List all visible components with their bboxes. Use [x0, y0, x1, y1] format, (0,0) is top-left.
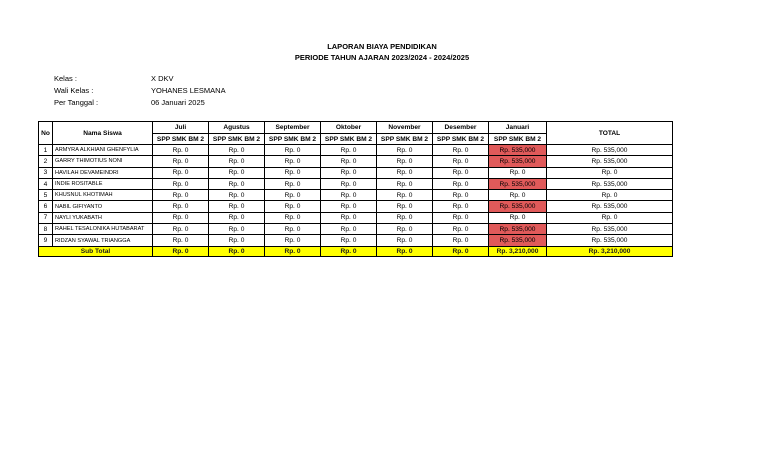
month-header: Agustus [209, 122, 265, 134]
table-row [39, 156, 673, 167]
fee-cell: Rp. 0 [377, 145, 433, 156]
fee-cell: Rp. 0 [321, 156, 377, 167]
fee-cell: Rp. 535,000 [489, 224, 547, 235]
fee-cell: Rp. 0 [265, 235, 321, 246]
row-total: Rp. 0 [547, 212, 673, 223]
row-total: Rp. 535,000 [547, 156, 673, 167]
fee-cell: Rp. 0 [489, 212, 547, 223]
fee-cell: Rp. 0 [265, 156, 321, 167]
fee-cell: Rp. 0 [153, 178, 209, 189]
report-title: LAPORAN BIAYA PENDIDIKAN [327, 42, 437, 51]
table-row [39, 235, 673, 246]
table-row [39, 212, 673, 223]
fee-type-header: SPP SMK BM 2 [321, 134, 377, 145]
table-body [39, 145, 673, 257]
fee-cell: Rp. 0 [489, 167, 547, 178]
fee-type-header: SPP SMK BM 2 [489, 134, 547, 145]
subtotal-cell: Rp. 0 [433, 246, 489, 256]
fee-cell: Rp. 0 [153, 190, 209, 201]
fee-type-header: SPP SMK BM 2 [265, 134, 321, 145]
fee-cell: Rp. 0 [321, 224, 377, 235]
fee-cell: Rp. 0 [321, 178, 377, 189]
teacher-value: YOHANES LESMANA [151, 86, 226, 95]
fee-cell: Rp. 535,000 [489, 156, 547, 167]
row-number: 7 [39, 212, 53, 223]
row-total: Rp. 535,000 [547, 224, 673, 235]
fee-cell: Rp. 0 [377, 156, 433, 167]
col-total-header: TOTAL [547, 122, 673, 145]
fee-cell: Rp. 0 [153, 156, 209, 167]
row-total: Rp. 535,000 [547, 145, 673, 156]
fee-cell: Rp. 0 [377, 190, 433, 201]
table-row [39, 201, 673, 212]
fee-cell: Rp. 0 [209, 235, 265, 246]
subtotal-cell: Rp. 0 [265, 246, 321, 256]
fee-cell: Rp. 0 [153, 224, 209, 235]
fee-cell: Rp. 0 [377, 224, 433, 235]
fee-table [38, 121, 673, 257]
student-name: HAVILAH DEVAMEINDRI [53, 167, 153, 178]
subtotal-cell: Rp. 0 [209, 246, 265, 256]
student-name: GARRY THIMOTIUS NONI [53, 156, 153, 167]
fee-type-header: SPP SMK BM 2 [153, 134, 209, 145]
fee-cell: Rp. 0 [377, 235, 433, 246]
fee-cell: Rp. 0 [433, 145, 489, 156]
row-total: Rp. 0 [547, 167, 673, 178]
student-name: RIDZAN SYAWAL TRIANGGA [53, 235, 153, 246]
table-row [39, 224, 673, 235]
date-value: 06 Januari 2025 [151, 98, 205, 107]
fee-cell: Rp. 0 [265, 178, 321, 189]
month-header: Oktober [321, 122, 377, 134]
fee-cell: Rp. 0 [433, 167, 489, 178]
fee-cell: Rp. 0 [265, 224, 321, 235]
fee-cell: Rp. 0 [265, 167, 321, 178]
fee-cell: Rp. 0 [265, 145, 321, 156]
fee-cell: Rp. 0 [209, 178, 265, 189]
student-name: ARMYRA ALKHIANI GHENFYLIA [53, 145, 153, 156]
fee-type-header: SPP SMK BM 2 [377, 134, 433, 145]
student-name: KHUSNUL KHOTIMAH [53, 190, 153, 201]
month-header: Juli [153, 122, 209, 134]
fee-cell: Rp. 0 [433, 201, 489, 212]
fee-cell: Rp. 0 [265, 201, 321, 212]
table-row [39, 145, 673, 156]
student-name: INDIE ROSITABLE [53, 178, 153, 189]
subtotal-cell: Rp. 3,210,000 [489, 246, 547, 256]
subtotal-label: Sub Total [39, 246, 153, 256]
date-label: Per Tanggal : [54, 98, 99, 107]
fee-cell: Rp. 0 [153, 212, 209, 223]
row-total: Rp. 535,000 [547, 201, 673, 212]
fee-cell: Rp. 535,000 [489, 235, 547, 246]
month-header: Januari [489, 122, 547, 134]
class-label: Kelas : [54, 74, 77, 83]
fee-cell: Rp. 0 [433, 178, 489, 189]
row-number: 8 [39, 224, 53, 235]
fee-cell: Rp. 0 [209, 201, 265, 212]
fee-cell: Rp. 0 [433, 235, 489, 246]
fee-type-header: SPP SMK BM 2 [209, 134, 265, 145]
fee-cell: Rp. 0 [321, 212, 377, 223]
fee-cell: Rp. 0 [209, 190, 265, 201]
fee-cell: Rp. 0 [265, 212, 321, 223]
fee-cell: Rp. 0 [209, 224, 265, 235]
fee-cell: Rp. 0 [377, 201, 433, 212]
fee-type-header: SPP SMK BM 2 [433, 134, 489, 145]
fee-cell: Rp. 0 [433, 224, 489, 235]
row-number: 2 [39, 156, 53, 167]
fee-cell: Rp. 0 [321, 145, 377, 156]
col-no-header: No [39, 122, 53, 145]
fee-cell: Rp. 0 [321, 167, 377, 178]
row-number: 3 [39, 167, 53, 178]
fee-cell: Rp. 0 [153, 145, 209, 156]
student-name: NABIL GIFIYANTO [53, 201, 153, 212]
fee-cell: Rp. 0 [377, 178, 433, 189]
table-row [39, 178, 673, 189]
fee-cell: Rp. 0 [153, 201, 209, 212]
fee-cell: Rp. 0 [377, 212, 433, 223]
row-number: 5 [39, 190, 53, 201]
month-header: November [377, 122, 433, 134]
student-name: RAHEL TESALONIKA HUTABARAT [53, 224, 153, 235]
fee-cell: Rp. 0 [209, 167, 265, 178]
fee-cell: Rp. 0 [209, 212, 265, 223]
fee-cell: Rp. 0 [377, 167, 433, 178]
class-value: X DKV [151, 74, 174, 83]
month-header: Desember [433, 122, 489, 134]
fee-cell: Rp. 0 [321, 190, 377, 201]
student-name: NAYLI YUKABATH [53, 212, 153, 223]
row-number: 1 [39, 145, 53, 156]
teacher-label: Wali Kelas : [54, 86, 94, 95]
fee-cell: Rp. 0 [433, 212, 489, 223]
grand-total: Rp. 3,210,000 [547, 246, 673, 256]
fee-cell: Rp. 0 [153, 235, 209, 246]
subtotal-cell: Rp. 0 [377, 246, 433, 256]
table-row [39, 190, 673, 201]
col-name-header: Nama Siswa [53, 122, 153, 145]
row-total: Rp. 535,000 [547, 178, 673, 189]
fee-cell: Rp. 0 [433, 156, 489, 167]
subtotal-row [39, 246, 673, 256]
row-number: 4 [39, 178, 53, 189]
table-row [39, 167, 673, 178]
month-header: September [265, 122, 321, 134]
fee-cell: Rp. 0 [489, 190, 547, 201]
header-row-months [39, 122, 673, 134]
fee-cell: Rp. 0 [321, 201, 377, 212]
fee-cell: Rp. 0 [321, 235, 377, 246]
row-total: Rp. 535,000 [547, 235, 673, 246]
fee-cell: Rp. 0 [209, 156, 265, 167]
report-period: PERIODE TAHUN AJARAN 2023/2024 - 2024/2025 [294, 53, 470, 62]
subtotal-cell: Rp. 0 [321, 246, 377, 256]
row-total: Rp. 0 [547, 190, 673, 201]
row-number: 6 [39, 201, 53, 212]
fee-cell: Rp. 0 [209, 145, 265, 156]
fee-cell: Rp. 0 [153, 167, 209, 178]
subtotal-cell: Rp. 0 [153, 246, 209, 256]
row-number: 9 [39, 235, 53, 246]
fee-cell: Rp. 0 [265, 190, 321, 201]
fee-cell: Rp. 535,000 [489, 201, 547, 212]
fee-cell: Rp. 0 [433, 190, 489, 201]
fee-cell: Rp. 535,000 [489, 145, 547, 156]
fee-cell: Rp. 535,000 [489, 178, 547, 189]
